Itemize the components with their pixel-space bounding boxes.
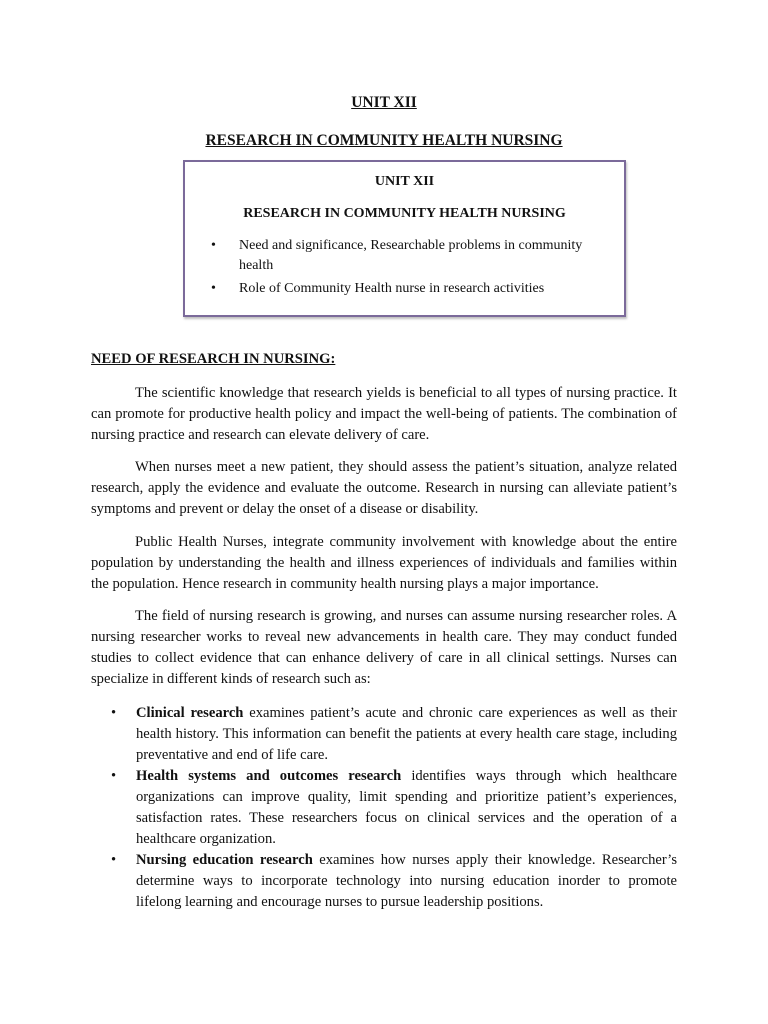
paragraph-text: The field of nursing research is growing, and nurses can assume nursing researcher roles. A nursing researcher works to reveal new advancements in health care. They may conduct funded studies to collect evidence that can enhance delivery of care in all clinical settings. Nurses can specialize in different kinds of research such as: <box>91 608 677 687</box>
list-item-term: Clinical research <box>136 705 244 721</box>
section-heading: NEED OF RESEARCH IN NURSING: <box>91 351 336 367</box>
paragraph <box>91 383 677 446</box>
box-title: RESEARCH IN COMMUNITY HEALTH NURSING <box>243 206 566 221</box>
box-unit-title: UNIT XII <box>374 174 435 189</box>
bullet-icon: • <box>111 705 117 721</box>
list-item-term: Nursing education research <box>136 852 313 868</box>
unit-title: UNIT XII <box>351 94 417 111</box>
paragraph <box>91 532 677 595</box>
list-item-text: examines patient’s acute and chronic care experiences as well as their health history. This information can benefit the patients at every health care stage, including preventative and end of life care. <box>136 705 678 763</box>
list-item-text: identifies ways through which healthcare organizations can improve quality, limit spending and prioritize patient’s experiences, satisfaction rates. These researchers focus on clinical services and the operation of a healthcare organization. <box>136 768 678 847</box>
unit-summary-box <box>183 160 626 317</box>
box-topic-text: Need and significance, Researchable problems in community health <box>239 238 583 273</box>
paragraph-text: Public Health Nurses, integrate community involvement with knowledge about the entire population by understanding the health and illness experiences of individuals and families within the population. Hence research in community health nursing plays a major importance. <box>91 534 677 592</box>
box-topic-list <box>185 236 624 302</box>
list-item-term: Health systems and outcomes research <box>136 768 402 784</box>
list-item-text: examines how nurses apply their knowledge. Researcher’s determine ways to incorporate technology into nursing education inorder to promote lifelong learning and encourage nurses to pursue leadership positions. <box>136 852 678 910</box>
bullet-icon: • <box>211 281 216 296</box>
list-item <box>91 850 677 913</box>
research-types-list <box>91 703 677 913</box>
list-item <box>91 766 677 850</box>
bullet-icon: • <box>211 238 216 253</box>
paragraph-text: When nurses meet a new patient, they should assess the patient’s situation, analyze related research, apply the evidence and evaluate the outcome. Research in nursing can alleviate patient’s symptoms and prevent or delay the onset of a disease or disability. <box>91 459 677 517</box>
paragraph <box>91 606 677 690</box>
bullet-icon: • <box>111 852 117 868</box>
paragraph-text: The scientific knowledge that research yields is beneficial to all types of nursing practice. It can promote for productive health policy and impact the well-being of patients. The combination of nursing practice and research can elevate delivery of care. <box>91 385 677 443</box>
bullet-icon: • <box>111 768 117 784</box>
box-topic-item <box>185 236 624 276</box>
box-topic-item <box>185 279 624 299</box>
paragraph <box>91 457 677 520</box>
box-topic-text: Role of Community Health nurse in research activities <box>239 281 545 296</box>
page-title: RESEARCH IN COMMUNITY HEALTH NURSING <box>205 132 563 149</box>
list-item <box>91 703 677 766</box>
